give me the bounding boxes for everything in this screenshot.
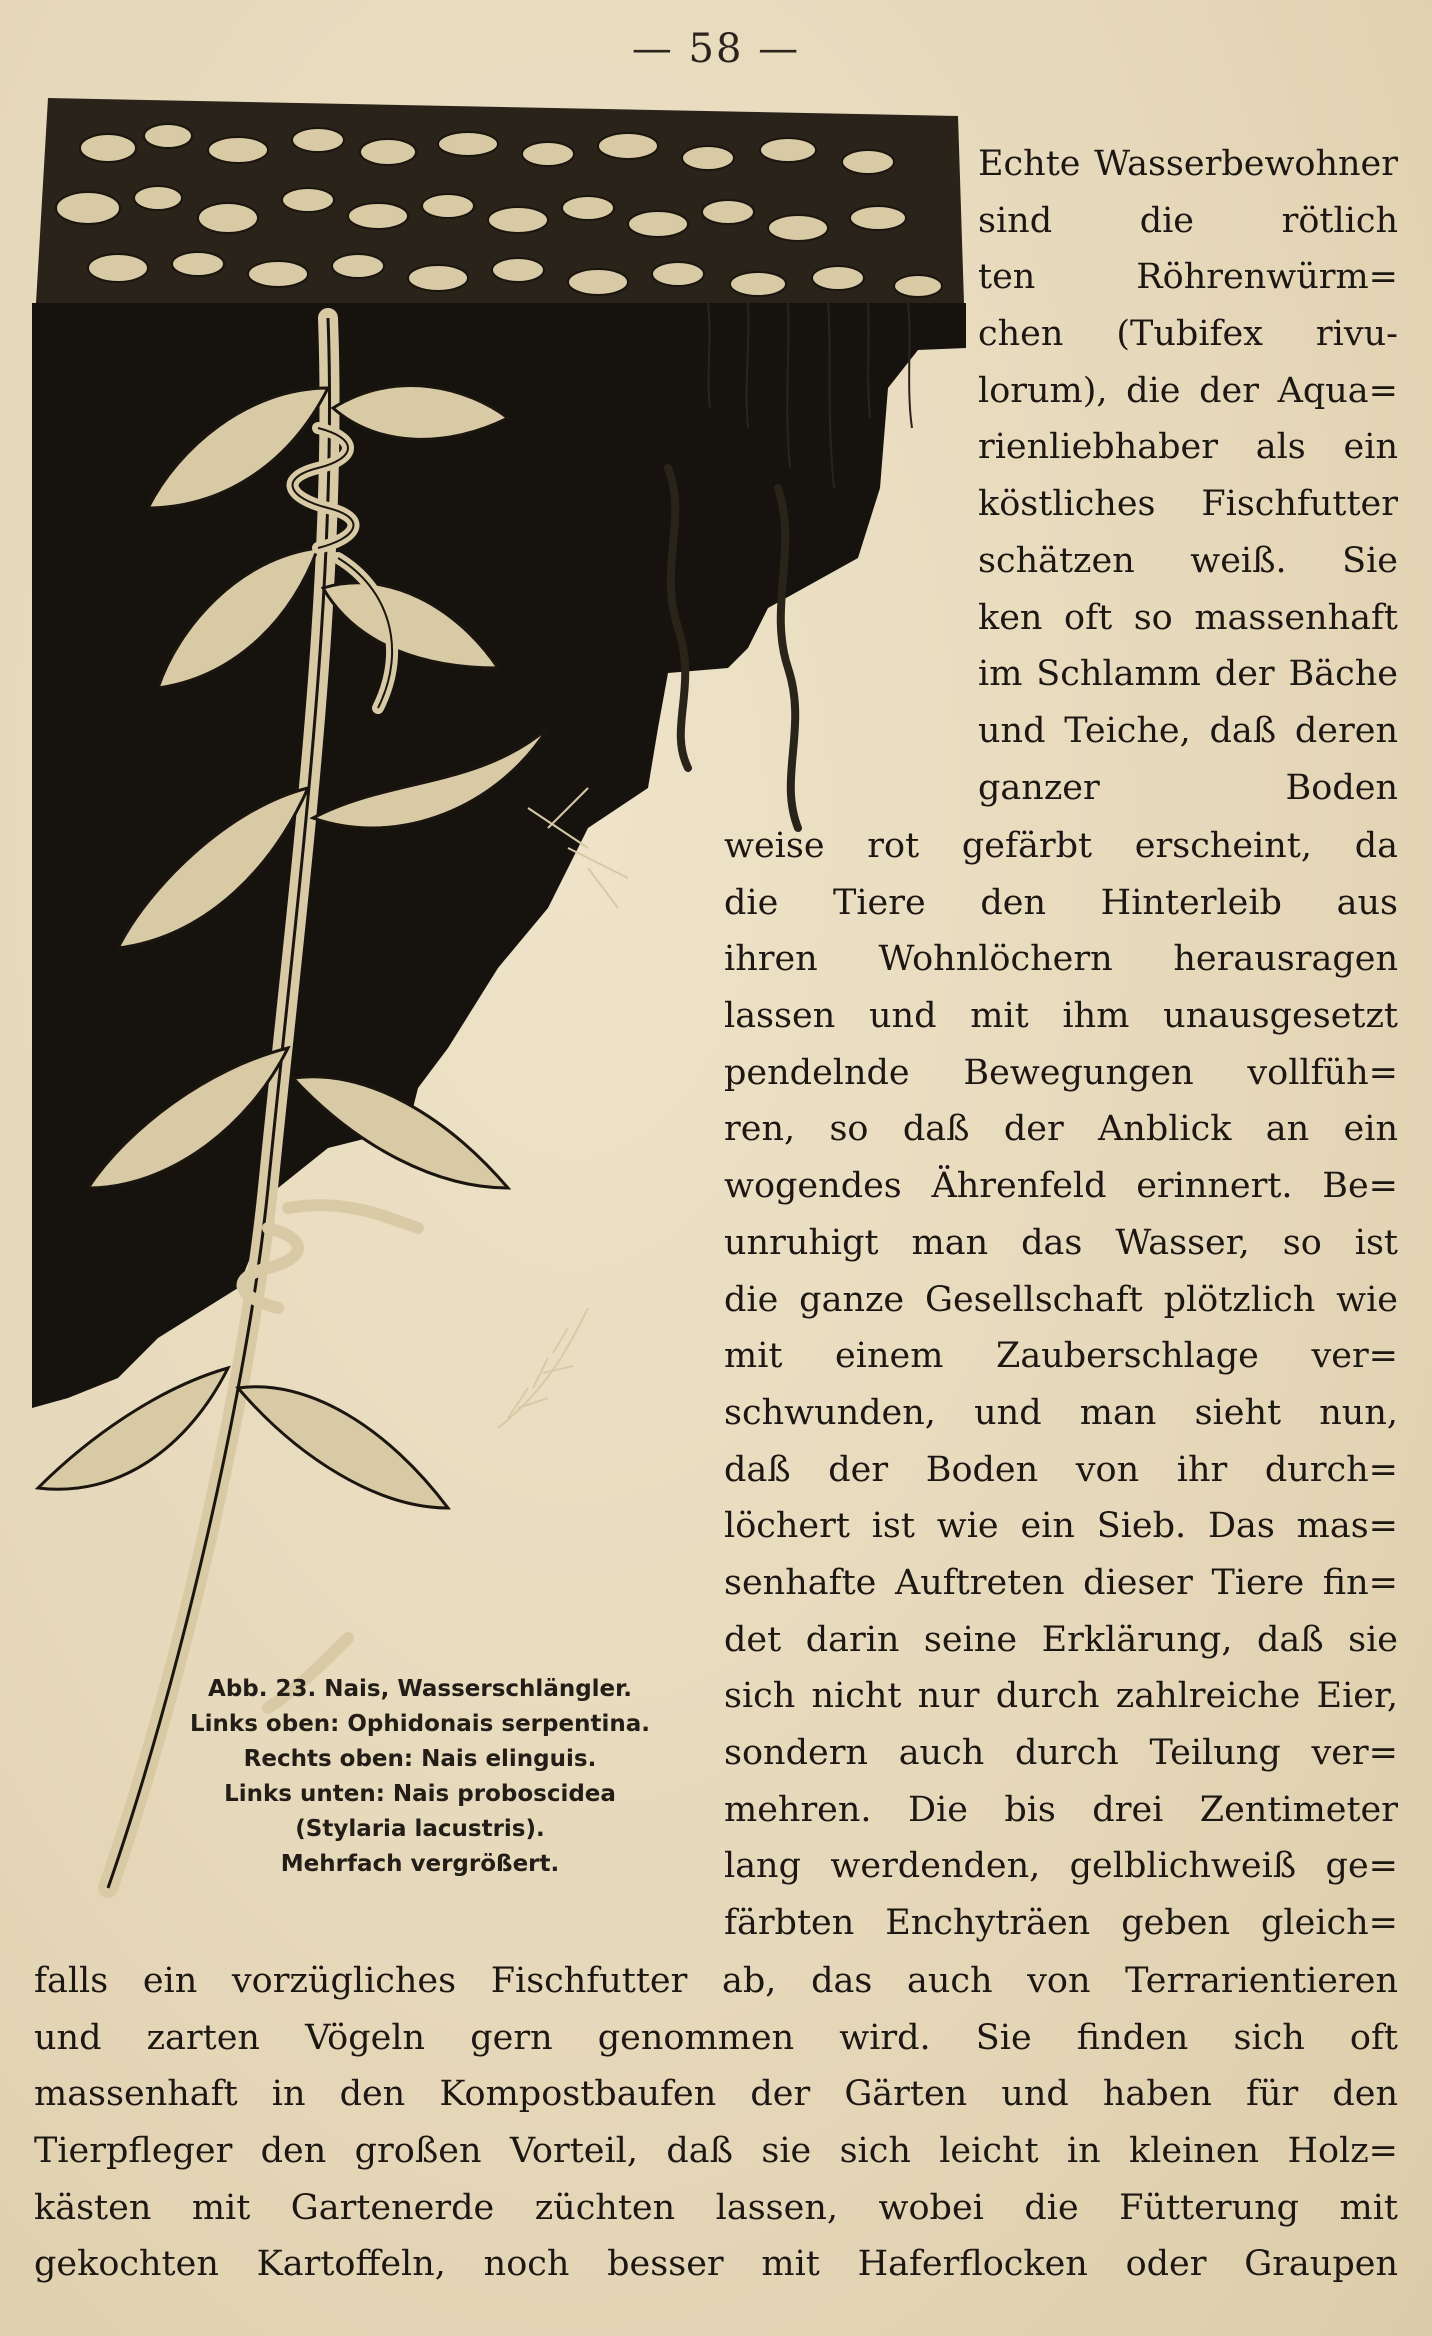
text-line: Tierpfleger den großen Vorteil, daß sie sich leicht in kleinen Holz= [34, 2131, 1398, 2172]
text-line: weise rot gefärbt erscheint, da [724, 826, 1398, 866]
caption-line: Links oben: Ophidonais serpentina. [190, 1711, 650, 1737]
text-line: und Teiche, daß deren [978, 710, 1398, 751]
text-line: mit einem Zauberschlage ver= [724, 1336, 1398, 1377]
text-line: sind die rötlich [978, 200, 1398, 241]
caption-line: Links unten: Nais proboscidea [224, 1781, 616, 1807]
text-line: lassen und mit ihm unausgesetzt [724, 996, 1398, 1037]
text-line: ten Röhrenwürm= [978, 257, 1398, 298]
text-line: senhafte Auftreten dieser Tiere fin= [724, 1562, 1398, 1603]
text-line: löchert ist wie ein Sieb. Das mas= [724, 1506, 1398, 1547]
text-line: die ganze Gesellschaft plötzlich wie [724, 1279, 1398, 1320]
text-line: chen (Tubifex rivu- [978, 314, 1398, 355]
text-line: massenhaft in den Kompostbaufen der Gärten und haben für den [34, 2074, 1398, 2115]
figure-caption [150, 1672, 690, 1882]
text-line: ken oft so massenhaft [978, 597, 1398, 638]
text-line: ren, so daß der Anblick an ein [724, 1109, 1398, 1150]
text-line: falls ein vorzügliches Fischfutter ab, das auch von Terrarientieren [34, 1961, 1398, 2001]
caption-line: (Stylaria lacustris). [295, 1816, 545, 1842]
page-number: — 58 — [631, 26, 801, 72]
caption-line: Rechts oben: Nais elinguis. [243, 1746, 597, 1772]
text-block-narrow [978, 136, 1398, 816]
text-line: rienliebhaber als ein [978, 427, 1398, 468]
text-block-full [34, 1953, 1398, 2293]
text-line: färbten Enchyträen geben gleich= [724, 1903, 1398, 1944]
text-line: lang werdenden, gelblichweiß ge= [724, 1846, 1398, 1887]
text-line: unruhigt man das Wasser, so ist [724, 1222, 1398, 1263]
text-line: pendelnde Bewegungen vollfüh= [724, 1052, 1398, 1093]
text-line: sondern auch durch Teilung ver= [724, 1733, 1398, 1773]
text-line: lorum), die der Aqua= [978, 370, 1398, 411]
text-line: schätzen weiß. Sie [978, 540, 1398, 581]
text-line: und zarten Vögeln gern genommen wird. Sie finden sich oft [34, 2017, 1398, 2058]
text-line: ihren Wohnlöchern herausragen [724, 939, 1398, 980]
text-line: im Schlamm der Bäche [978, 654, 1398, 695]
text-line: kästen mit Gartenerde züchten lassen, wobei die Fütterung mit [34, 2187, 1398, 2228]
caption-line: Abb. 23. Nais, Wasserschlängler. [208, 1676, 632, 1702]
text-line: det darin seine Erklärung, daß sie [724, 1619, 1398, 1660]
text-line: sich nicht nur durch zahlreiche Eier, [724, 1676, 1398, 1717]
text-line: wogendes Ährenfeld erinnert. Be= [724, 1166, 1398, 1207]
text-line: schwunden, und man sieht nun, [724, 1392, 1398, 1433]
text-line: gekochten Kartoffeln, noch besser mit Haferflocken oder Graupen [34, 2244, 1398, 2285]
text-line: köstliches Fischfutter [978, 484, 1398, 525]
text-line: die Tiere den Hinterleib aus [724, 882, 1398, 923]
text-block-middle [724, 818, 1398, 1952]
text-line: Echte Wasserbewohner [978, 144, 1398, 184]
text-line: daß der Boden von ihr durch= [724, 1449, 1398, 1490]
caption-line: Mehrfach vergrößert. [280, 1851, 560, 1877]
text-line: ganzer Boden [978, 767, 1398, 808]
text-line: mehren. Die bis drei Zentimeter [724, 1789, 1398, 1830]
